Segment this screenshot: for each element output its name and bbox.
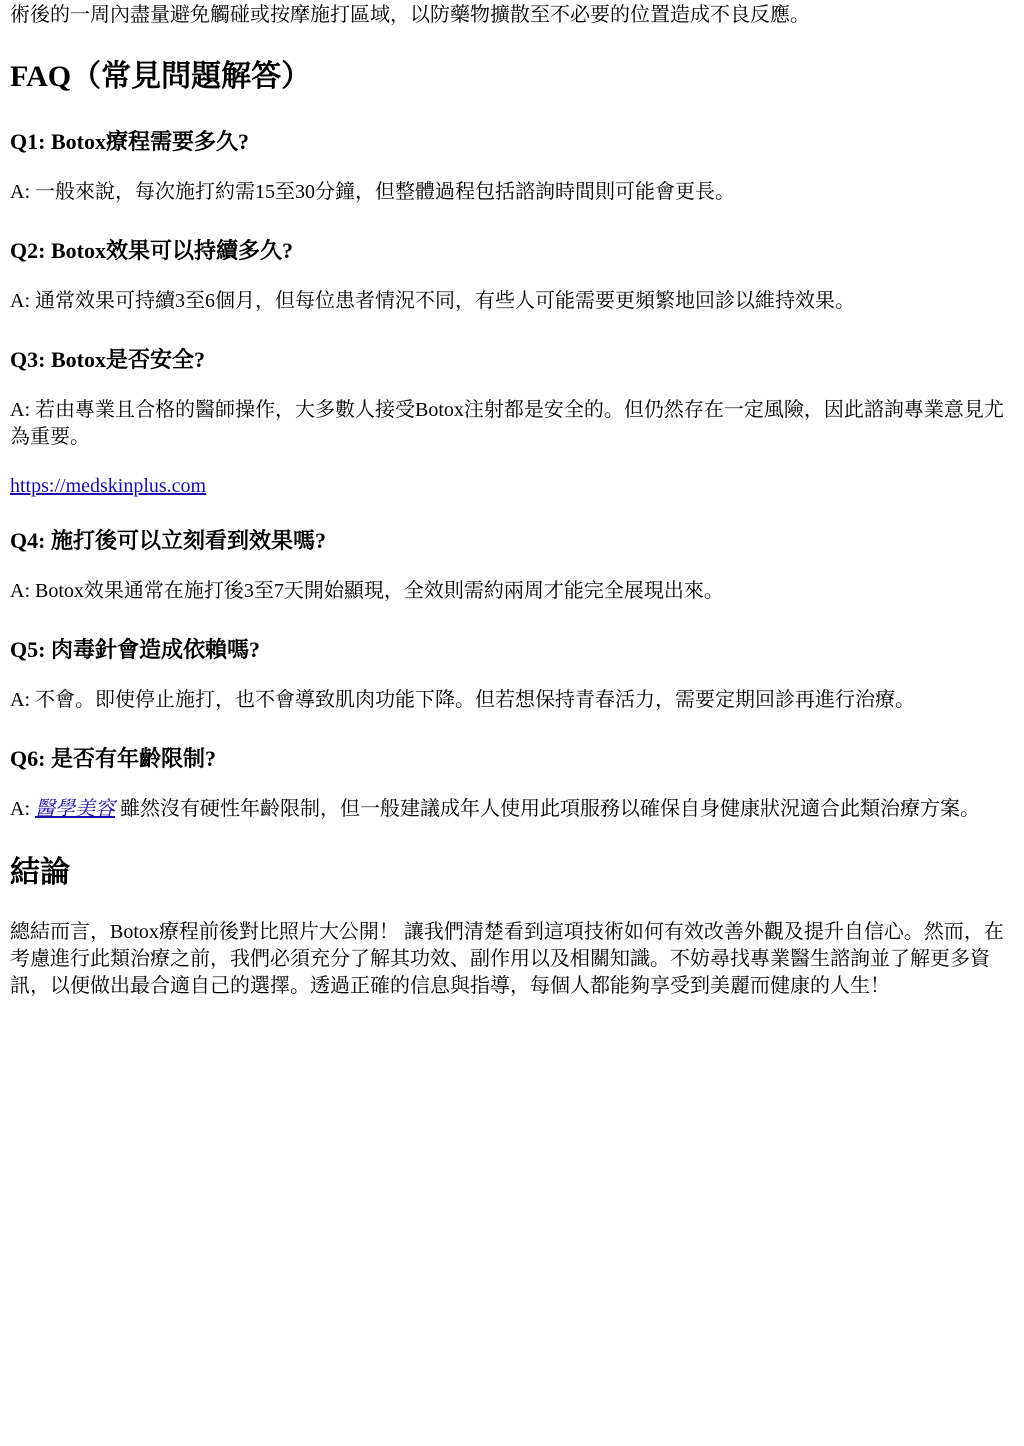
conclusion-paragraph: 總結而言，Botox療程前後對比照片大公開！ 讓我們清楚看到這項技術如何有效改善外觀及提升自信心。然而，在考慮進行此類治療之前，我們必須充分了解其功效、副作用以及相關知識。不妨尋找專業醫生諮詢並了解更多資訊，以便做出最合適自己的選擇。透過正確的信息與指導，每個人都能夠享受到美麗而健康的人生！	[10, 921, 1004, 997]
faq-answer-1: A: 一般來說，每次施打約需15至30分鐘，但整體過程包括諮詢時間則可能會更長。	[10, 181, 735, 203]
answer-prefix: A:	[10, 798, 35, 820]
faq-question-6: Q6: 是否有年齡限制?	[10, 746, 216, 771]
medical-aesthetics-link[interactable]: 醫學美容	[35, 798, 115, 820]
external-link-line	[10, 473, 1014, 500]
faq-answer-5: A: 不會。即使停止施打，也不會導致肌肉功能下降。但若想保持青春活力，需要定期回診再進行治療。	[10, 689, 915, 711]
faq-answer-4: A: Botox效果通常在施打後3至7天開始顯現，全效則需約兩周才能完全展現出來。	[10, 580, 724, 602]
faq-answer-3: A: 若由專業且合格的醫師操作，大多數人接受Botox注射都是安全的。但仍然存在一定風險，因此諮詢專業意見尤為重要。	[10, 399, 1004, 448]
answer-suffix: 雖然沒有硬性年齡限制，但一般建議成年人使用此項服務以確保自身健康狀況適合此類治療方案。	[115, 798, 980, 820]
faq-question-2: Q2: Botox效果可以持續多久?	[10, 238, 293, 263]
medskinplus-link[interactable]: https://medskinplus.com	[10, 475, 207, 497]
faq-heading: FAQ（常見問題解答）	[10, 60, 312, 93]
faq-question-1: Q1: Botox療程需要多久?	[10, 129, 249, 154]
faq-question-4: Q4: 施打後可以立刻看到效果嗎?	[10, 528, 326, 553]
faq-question-3: Q3: Botox是否安全?	[10, 347, 205, 372]
faq-answer-6	[10, 796, 1014, 823]
faq-question-5: Q5: 肉毒針會造成依賴嗎?	[10, 637, 260, 662]
intro-paragraph: 術後的一周內盡量避免觸碰或按摩施打區域，以防藥物擴散至不必要的位置造成不良反應。	[10, 4, 810, 26]
conclusion-heading: 結論	[10, 856, 70, 889]
faq-answer-2: A: 通常效果可持續3至6個月，但每位患者情況不同，有些人可能需要更頻繁地回診以維持效果。	[10, 290, 855, 312]
